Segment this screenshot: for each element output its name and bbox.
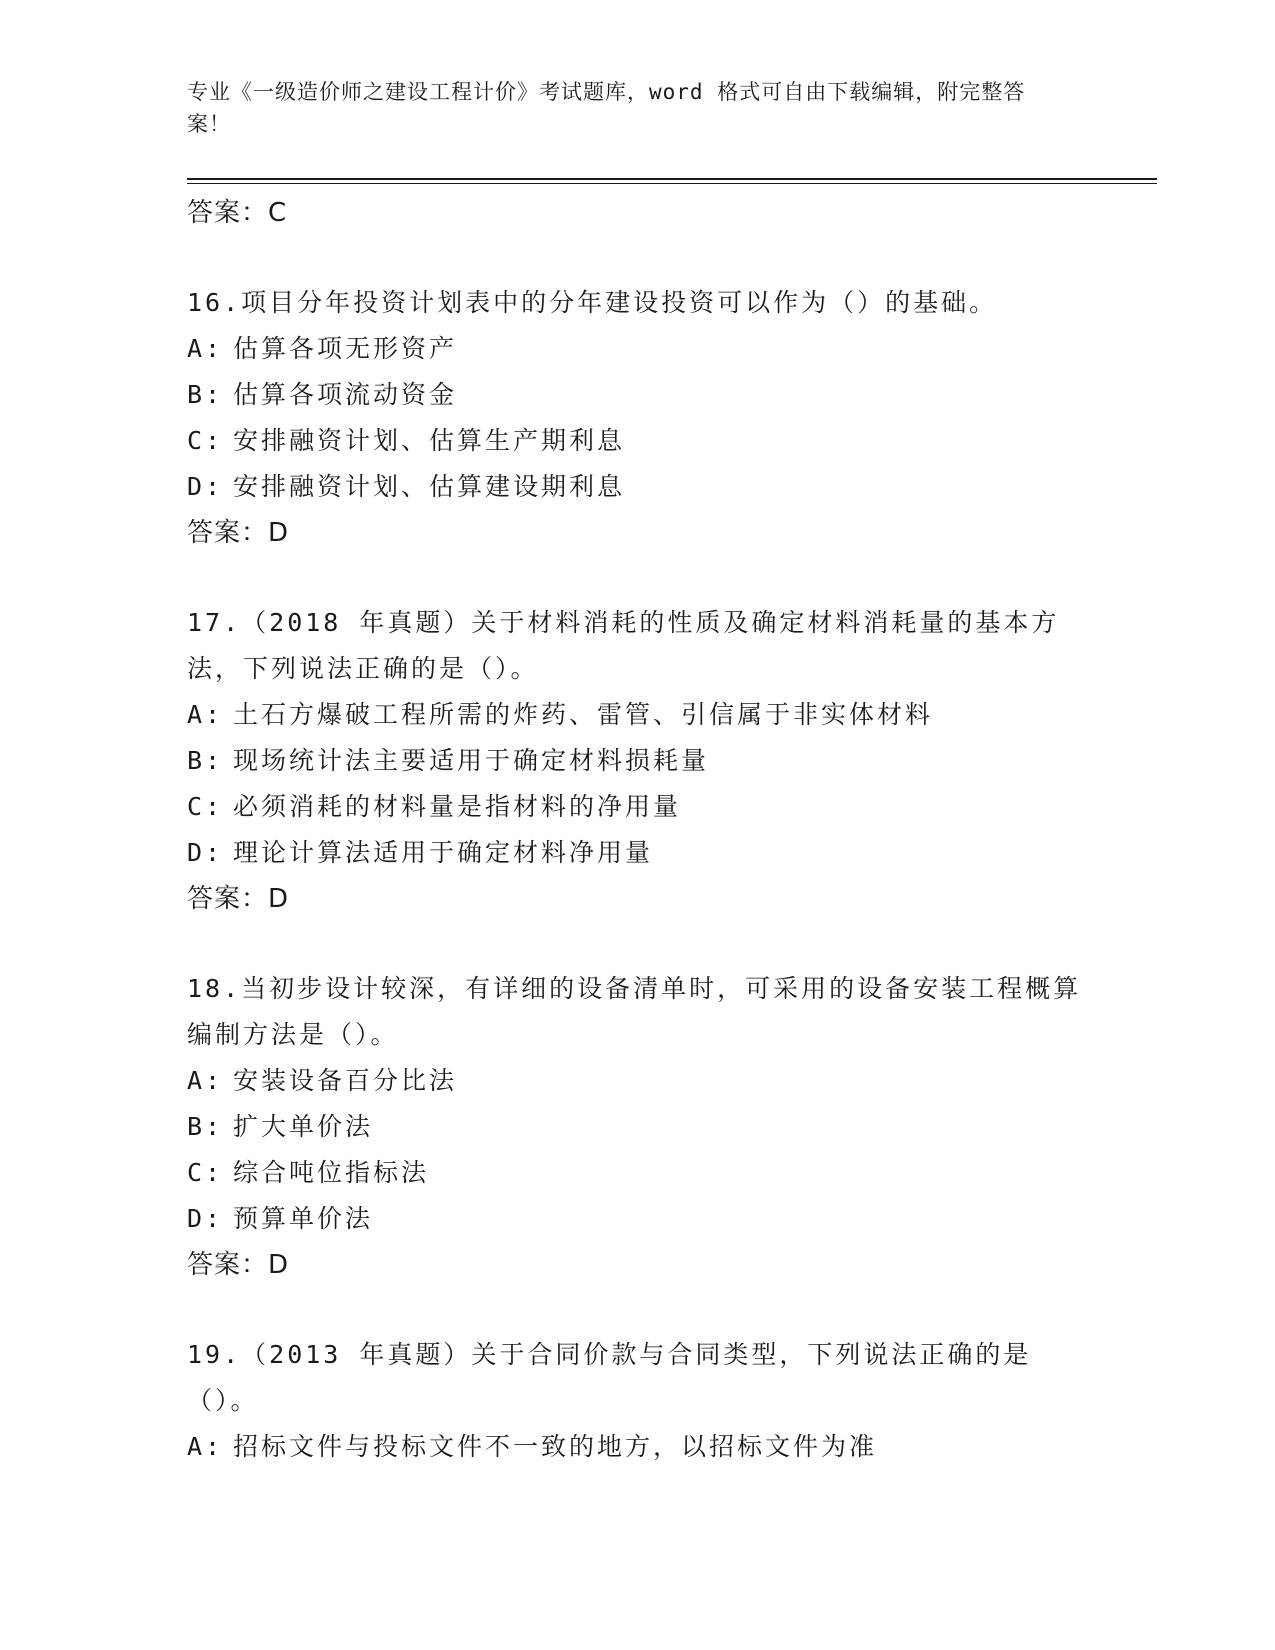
option-key: D:: [187, 1204, 224, 1233]
option-key: D:: [187, 838, 224, 867]
option-text: 综合吨位指标法: [233, 1158, 430, 1187]
option-d: [187, 830, 1087, 876]
answer-label: 答案：D: [187, 518, 290, 548]
option-text: 估算各项流动资金: [233, 380, 458, 409]
option-b: [187, 1104, 1087, 1150]
option-key: A:: [187, 334, 224, 363]
option-text: 招标文件与投标文件不一致的地方，以招标文件为准: [233, 1432, 878, 1461]
option-key: D:: [187, 472, 224, 501]
header-note: 专业《一级造价师之建设工程计价》考试题库，word 格式可自由下载编辑，附完整答案！: [187, 80, 1026, 136]
option-text: 必须消耗的材料量是指材料的净用量: [233, 792, 682, 821]
header-rule-thin: [187, 183, 1157, 184]
question-17: [187, 600, 1087, 922]
option-d: [187, 464, 1087, 510]
question-stem: 19.（2013 年真题）关于合同价款与合同类型，下列说法正确的是（）。: [187, 1340, 1032, 1415]
option-text: 现场统计法主要适用于确定材料损耗量: [233, 746, 710, 775]
option-key: C:: [187, 1158, 224, 1187]
question-18: [187, 966, 1087, 1288]
option-key: B:: [187, 746, 224, 775]
option-key: B:: [187, 1112, 224, 1141]
option-text: 土石方爆破工程所需的炸药、雷管、引信属于非实体材料: [233, 700, 934, 729]
option-c: [187, 784, 1087, 830]
option-d: [187, 1196, 1087, 1242]
option-text: 安排融资计划、估算生产期利息: [233, 426, 626, 455]
answer-label: 答案：D: [187, 1250, 290, 1280]
option-c: [187, 1150, 1087, 1196]
option-text: 估算各项无形资产: [233, 334, 458, 363]
option-a: [187, 1058, 1087, 1104]
question-stem: 16.项目分年投资计划表中的分年建设投资可以作为（）的基础。: [187, 288, 998, 317]
option-text: 理论计算法适用于确定材料净用量: [233, 838, 654, 867]
option-a: [187, 1424, 1087, 1470]
option-text: 预算单价法: [233, 1204, 374, 1233]
option-key: A:: [187, 700, 224, 729]
option-text: 扩大单价法: [233, 1112, 374, 1141]
question-19: [187, 1332, 1087, 1470]
option-key: B:: [187, 380, 224, 409]
option-c: [187, 418, 1087, 464]
option-a: [187, 326, 1087, 372]
option-text: 安排融资计划、估算建设期利息: [233, 472, 626, 501]
option-key: C:: [187, 426, 224, 455]
answer-label: 答案：D: [187, 884, 290, 914]
option-b: [187, 372, 1087, 418]
option-text: 安装设备百分比法: [233, 1066, 458, 1095]
option-key: C:: [187, 792, 224, 821]
header-rule-thick: [187, 178, 1157, 180]
question-stem: 18.当初步设计较深，有详细的设备清单时，可采用的设备安装工程概算编制方法是（）。: [187, 974, 1082, 1049]
question-list: [187, 190, 1087, 1470]
option-key: A:: [187, 1066, 224, 1095]
question-16: [187, 280, 1087, 556]
option-a: [187, 692, 1087, 738]
option-b: [187, 738, 1087, 784]
answer-label: 答案：C: [187, 198, 288, 228]
question-stem: 17.（2018 年真题）关于材料消耗的性质及确定材料消耗量的基本方法，下列说法正确的是（）。: [187, 608, 1060, 683]
option-key: A:: [187, 1432, 224, 1461]
